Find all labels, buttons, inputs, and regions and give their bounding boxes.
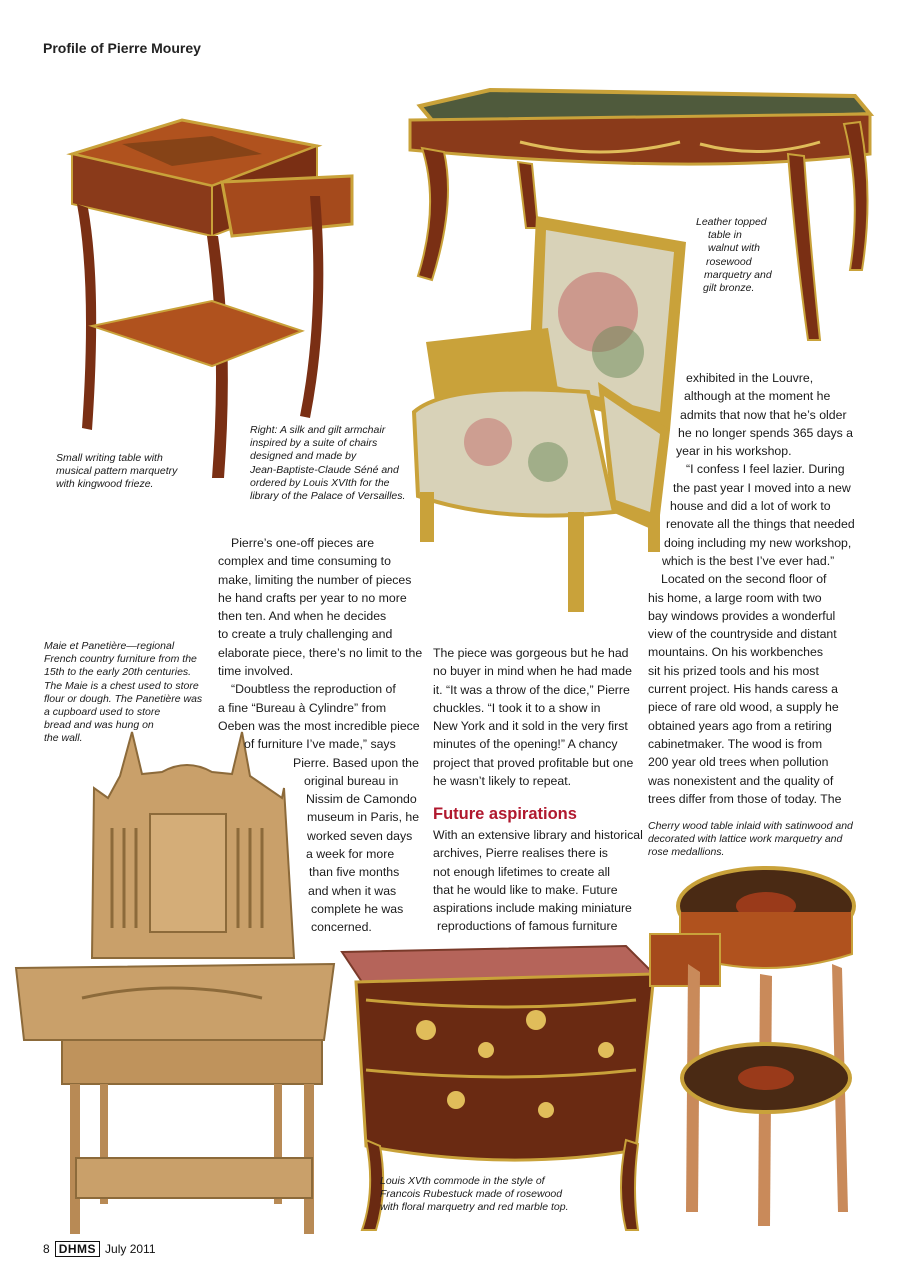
- article-line: than five months: [309, 865, 400, 880]
- article-line: of furniture I’ve made,” says: [244, 737, 396, 752]
- article-line: not enough lifetimes to create all: [433, 864, 611, 879]
- caption-line: flour or dough. The Panetière was: [44, 692, 203, 705]
- page-footer: [43, 1241, 156, 1257]
- caption-commode: [380, 1175, 569, 1215]
- caption-line: Small writing table with: [56, 452, 163, 464]
- article-line: piece of rare old wood, a supply he: [648, 700, 839, 715]
- page-header: Profile of Pierre Mourey: [43, 40, 201, 56]
- article-line: trees differ from those of today. The: [648, 791, 842, 806]
- caption-line: bread and was hung on: [44, 719, 154, 732]
- article-line: original bureau in: [304, 773, 399, 788]
- article-column-2-continued: [433, 826, 643, 936]
- article-line: admits that now that he’s older: [680, 407, 847, 422]
- caption-line: walnut with: [708, 242, 760, 255]
- caption-line: ordered by Louis XVIth for the: [250, 476, 390, 489]
- caption-writing-table: [56, 452, 177, 492]
- caption-line: table in: [708, 229, 742, 242]
- article-line: a week for more: [306, 847, 395, 862]
- article-column-3: [648, 369, 855, 808]
- article-line: Nissim de Camondo: [306, 792, 417, 807]
- caption-maie-panetiere: [44, 640, 202, 746]
- caption-line: Francois Rubestuck made of rosewood: [380, 1188, 563, 1201]
- caption-line: Cherry wood table inlaid with satinwood and: [648, 820, 853, 832]
- article-line: his home, a large room with two: [648, 590, 822, 605]
- article-line: 200 year old trees when pollution: [648, 755, 829, 770]
- article-line: was nonexistent and the quality of: [648, 773, 834, 788]
- article-line: a fine “Bureau à Cylindre” from: [218, 700, 387, 715]
- article-line: although at the moment he: [684, 389, 831, 404]
- article-column-2: [433, 644, 633, 790]
- article-line: New York and it sold in the very first: [433, 719, 628, 734]
- article-line: Pierre’s one-off pieces are: [231, 536, 375, 550]
- article-line: make, limiting the number of pieces: [218, 572, 412, 587]
- caption-line: decorated with lattice work marquetry and: [648, 833, 843, 846]
- article-line: time involved.: [218, 664, 294, 679]
- article-line: Pierre. Based upon the: [293, 755, 419, 770]
- article-line: house and did a lot of work to: [670, 499, 831, 514]
- article-column-1: [218, 534, 422, 937]
- article-line: he no longer spends 365 days a: [678, 425, 854, 440]
- caption-line: rose medallions.: [648, 846, 725, 859]
- article-line: aspirations include making miniature: [433, 901, 632, 916]
- article-line: The piece was gorgeous but he had: [433, 646, 629, 660]
- article-line: chuckles. “I took it to a show in: [433, 700, 601, 715]
- article-line: archives, Pierre realises there is: [433, 846, 608, 861]
- article-line: view of the countryside and distant: [648, 627, 837, 642]
- caption-line: with kingwood frieze.: [56, 478, 154, 491]
- caption-line: a cupboard used to store: [44, 706, 161, 719]
- article-line: and when it was: [308, 883, 397, 898]
- article-line: elaborate piece, there’s no limit to the: [218, 645, 423, 660]
- article-line: doing including my new workshop,: [664, 535, 852, 550]
- cherry-wood-table-image: [646, 864, 856, 1244]
- caption-line: French country furniture from the: [44, 653, 197, 666]
- article-line: sit his prized tools and his most: [648, 663, 819, 678]
- article-line: project that proved profitable but one: [433, 755, 634, 770]
- article-line: he wasn’t likely to repeat.: [433, 774, 572, 789]
- article-line: “I confess I feel lazier. During: [686, 462, 845, 477]
- article-line: reproductions of famous furniture: [437, 919, 618, 934]
- caption-line: library of the Palace of Versailles.: [250, 490, 406, 503]
- caption-line: the wall.: [44, 732, 83, 745]
- caption-armchair: [250, 424, 405, 503]
- caption-cherry-table: [648, 820, 853, 860]
- article-line: concerned.: [311, 920, 372, 935]
- caption-line: gilt bronze.: [703, 282, 755, 295]
- issue-date: July 2011: [105, 1242, 156, 1256]
- article-line: current project. His hands caress a: [648, 682, 839, 697]
- caption-line: The Maie is a chest used to store: [44, 679, 199, 692]
- article-line: minutes of the opening!” A chancy: [433, 737, 618, 752]
- page-number: 8: [43, 1242, 50, 1256]
- caption-line: Leather topped: [696, 216, 767, 228]
- article-line: year in his workshop.: [676, 444, 792, 459]
- caption-line: 15th to the early 20th centuries.: [44, 666, 192, 679]
- article-line: the past year I moved into a new: [673, 480, 851, 495]
- caption-line: Louis XVth commode in the style of: [380, 1175, 545, 1187]
- article-line: it. “It was a throw of the dice,” Pierre: [433, 682, 630, 697]
- article-line: mountains. On his workbenches: [648, 645, 823, 660]
- article-line: exhibited in the Louvre,: [686, 371, 814, 385]
- caption-line: Right: A silk and gilt armchair: [250, 424, 386, 436]
- article-line: “Doubtless the reproduction of: [231, 682, 396, 697]
- section-heading-future-aspirations: Future aspirations: [433, 805, 577, 823]
- article-line: no buyer in mind when he had made: [433, 664, 632, 679]
- article-line: then ten. And when he decides: [218, 609, 387, 624]
- caption-line: marquetry and: [704, 268, 772, 281]
- article-line: worked seven days: [307, 828, 413, 843]
- article-line: renovate all the things that needed: [666, 517, 855, 532]
- article-line: to create a truly challenging and: [218, 627, 393, 642]
- article-line: bay windows provides a wonderful: [648, 608, 836, 623]
- caption-line: designed and made by: [250, 450, 357, 463]
- article-line: With an extensive library and historical: [433, 828, 643, 842]
- article-line: complex and time consuming to: [218, 554, 391, 569]
- article-line: which is the best I’ve ever had.”: [662, 553, 835, 568]
- caption-leather-table: [696, 216, 772, 295]
- article-line: he hand crafts per year to no more: [218, 590, 407, 605]
- dhms-logo: DHMS: [55, 1241, 100, 1257]
- article-line: obtained years ago from a retiring: [648, 718, 832, 733]
- caption-line: with floral marquetry and red marble top.: [380, 1201, 569, 1214]
- caption-line: Maie et Panetière—regional: [44, 640, 175, 652]
- caption-line: Jean-Baptiste-Claude Séné and: [250, 463, 399, 476]
- caption-line: inspired by a suite of chairs: [250, 437, 378, 450]
- article-line: Located on the second floor of: [661, 572, 827, 587]
- article-line: Oeben was the most incredible piece: [218, 718, 420, 733]
- article-line: cabinetmaker. The wood is from: [648, 736, 823, 751]
- article-line: that he would like to make. Future: [433, 882, 618, 897]
- article-line: complete he was: [311, 901, 404, 916]
- article-line: museum in Paris, he: [307, 810, 420, 825]
- caption-line: rosewood: [706, 255, 752, 268]
- caption-line: musical pattern marquetry: [56, 465, 178, 478]
